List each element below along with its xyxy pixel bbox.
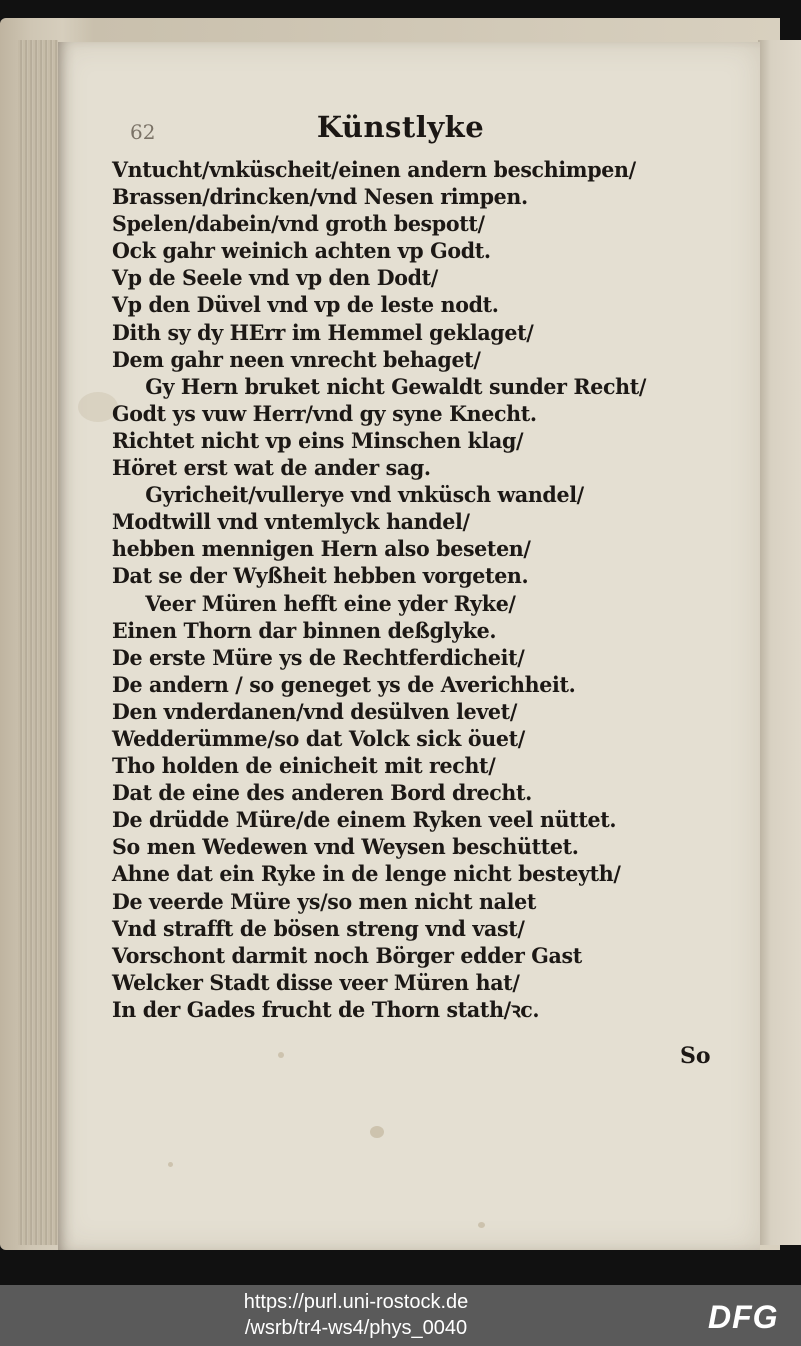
text-line: Vp de Seele vnd vp den Dodt/ <box>112 265 438 291</box>
text-line: De drüdde Müre/de einem Ryken veel nüttet. <box>112 807 617 833</box>
foxing-spot <box>168 1162 173 1167</box>
catchword: So <box>680 1043 711 1069</box>
dfg-logo: DFG <box>708 1299 779 1335</box>
footer-bar <box>0 1285 801 1346</box>
text-line: Höret erst wat de ander sag. <box>112 455 431 481</box>
text-line: Vp den Düvel vnd vp de leste nodt. <box>112 292 499 318</box>
text-line: Dith sy dy HErr im Hemmel geklaget/ <box>112 319 534 345</box>
text-line: Dem gahr neen vnrecht behaget/ <box>112 346 481 372</box>
text-line: So men Wedewen vnd Weysen beschüttet. <box>112 834 579 860</box>
text-line: Einen Thorn dar binnen deßglyke. <box>112 617 497 643</box>
foxing-spot <box>478 1222 485 1228</box>
text-line: Tho holden de einicheit mit recht/ <box>112 753 496 779</box>
text-line: hebben mennigen Hern also beseten/ <box>112 536 531 562</box>
page-number: 62 <box>130 120 156 144</box>
text-line: Dat de eine des anderen Bord drecht. <box>112 780 532 806</box>
text-line: Dat se der Wyßheit hebben vorgeten. <box>112 563 529 589</box>
text-line: De veerde Müre ys/so men nicht nalet <box>112 888 537 914</box>
text-line: De erste Müre ys de Rechtferdicheit/ <box>112 644 525 670</box>
text-line: Spelen/dabein/vnd groth bespott/ <box>112 211 485 237</box>
text-line: Welcker Stadt disse veer Müren hat/ <box>112 969 520 995</box>
permalink-line-2[interactable]: /wsrb/tr4-ws4/phys_0040 <box>244 1317 468 1339</box>
text-line: Den vnderdanen/vnd desülven levet/ <box>112 698 518 724</box>
text-line: Gyricheit/vullerye vnd vnküsch wandel/ <box>145 482 584 508</box>
text-line: De andern / so geneget ys de Averichheit. <box>112 671 576 697</box>
text-line: Wedderümme/so dat Volck sick öuet/ <box>112 725 525 751</box>
facing-page-edge <box>758 40 801 1245</box>
page-edges <box>18 40 58 1245</box>
text-line: Godt ys vuw Herr/vnd gy syne Knecht. <box>112 400 537 426</box>
text-line: In der Gades frucht de Thorn stath/ꝛc. <box>112 996 540 1022</box>
text-line: Richtet nicht vp eins Minschen klag/ <box>112 427 524 453</box>
foxing-spot <box>278 1052 284 1058</box>
text-line: Modtwill vnd vntemlyck handel/ <box>112 509 470 535</box>
text-line: Ahne dat ein Ryke in de lenge nicht besteyth/ <box>112 861 621 887</box>
permalink-line-1[interactable]: https://purl.uni-rostock.de <box>243 1291 469 1313</box>
foxing-spot <box>370 1126 384 1138</box>
text-line: Veer Müren hefft eine yder Ryke/ <box>145 590 516 616</box>
text-line: Brassen/drincken/vnd Nesen rimpen. <box>112 184 528 210</box>
text-line: Vntucht/vnküscheit/einen andern beschimpen/ <box>112 157 636 182</box>
text-line: Vnd strafft de bösen streng vnd vast/ <box>112 915 525 941</box>
text-line: Ock gahr weinich achten vp Godt. <box>112 238 491 264</box>
text-line: Gy Hern bruket nicht Gewaldt sunder Recht/ <box>145 373 647 399</box>
poem-text <box>112 156 672 1023</box>
text-line: Vorschont darmit noch Börger edder Gast <box>112 942 582 968</box>
running-header: Künstlyke <box>316 110 485 144</box>
